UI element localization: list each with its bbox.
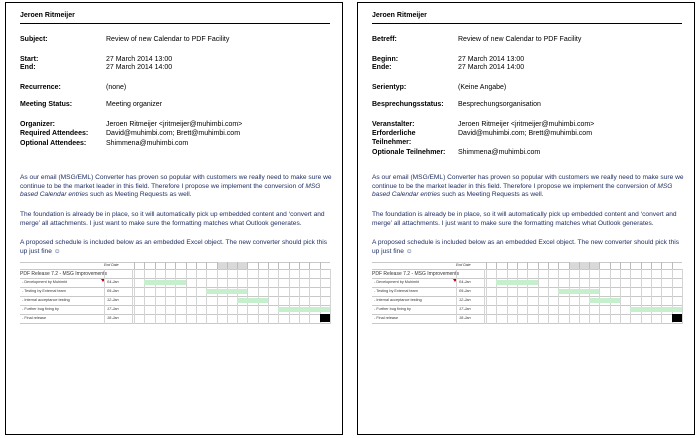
smiley-icon: ☺ (53, 247, 61, 255)
date-column-header (517, 262, 527, 269)
body-paragraph-3 (20, 239, 332, 256)
recurrence-value: (none) (106, 84, 127, 91)
task-name: - Testing by External team (374, 289, 418, 293)
grid-line (661, 269, 662, 324)
date-column-header (278, 262, 288, 269)
task-name: - Development by Muhimbi (374, 280, 420, 284)
grid-line (538, 269, 539, 324)
grid-line (268, 269, 269, 324)
task-duration-bar (589, 298, 620, 303)
subject-value: Review of new Calendar to PDF Facility (458, 36, 582, 43)
date-column-header (486, 262, 496, 269)
start-label: Start: (20, 56, 39, 63)
end-date-header: End Date (456, 263, 471, 267)
date-column-header (258, 262, 268, 269)
page-german (357, 2, 695, 435)
body-p1-text-b: such as Meeting Requests as well. (88, 191, 192, 199)
task-end-date: 18-Jan (107, 316, 119, 320)
date-column-header (496, 262, 506, 269)
date-column-header (610, 262, 620, 269)
grid-line (599, 269, 600, 324)
task-end-date: 18-Jan (459, 316, 471, 320)
end-label: Ende: (372, 64, 392, 71)
body-paragraph-2: The foundation is already be in place, so it will automatically pick up embedded content and ‘convert and merge’ all attachments. I just want to make sure the formatting matches what Outlook generates. (20, 211, 325, 227)
date-column-header (527, 262, 537, 269)
grid-line (651, 269, 652, 324)
smiley-icon: ☺ (405, 247, 413, 255)
task-duration-bar (630, 307, 682, 312)
date-column-header (247, 262, 257, 269)
grid-line (206, 269, 207, 324)
task-duration-bar (496, 280, 537, 285)
meeting-status-value: Besprechungsorganisation (458, 101, 541, 108)
grid-line (579, 269, 580, 324)
date-column-header (155, 262, 165, 269)
grid-line (132, 269, 133, 324)
date-column-header (641, 262, 651, 269)
embedded-excel-schedule[interactable] (20, 262, 330, 324)
date-column-header (206, 262, 216, 269)
date-column-header (196, 262, 206, 269)
body-p3-text: A proposed schedule is included below as an embedded Excel object. The new converter should pick this up just fine (372, 239, 680, 255)
date-column-header (651, 262, 661, 269)
date-column-header (165, 262, 175, 269)
body-p1-text-a: As our email (MSG/EML) Converter has proven so popular with customers we really need to make sure we continue to be the market leader in this field. Therefore I propose we implement the conversion of (20, 174, 332, 190)
body-p3-text: A proposed schedule is included below as an embedded Excel object. The new converter should pick this up just fine (20, 239, 328, 255)
task-name: - Internal acceptance testing (22, 298, 70, 302)
embedded-excel-schedule[interactable] (372, 262, 682, 324)
recurrence-label: Serientyp: (372, 84, 407, 91)
grid-line (641, 269, 642, 324)
grid-line (289, 269, 290, 324)
task-name: - Internal acceptance testing (374, 298, 422, 302)
grid-line (558, 269, 559, 324)
grid-line (548, 269, 549, 324)
date-column-header (134, 262, 144, 269)
start-value: 27 March 2014 13:00 (458, 56, 525, 63)
date-column-header (661, 262, 671, 269)
task-duration-bar (278, 307, 330, 312)
meeting-status-value: Meeting organizer (106, 101, 163, 108)
task-name: - Further bug fixing by (22, 307, 59, 311)
grid-line (610, 269, 611, 324)
end-value: 27 March 2014 14:00 (458, 64, 525, 71)
date-column-header (548, 262, 558, 269)
release-milestone-bar (672, 314, 682, 322)
grid-line (517, 269, 518, 324)
start-value: 27 March 2014 13:00 (106, 56, 173, 63)
required-attendees-label: Required Attendees: (20, 130, 89, 137)
task-duration-bar (237, 298, 268, 303)
task-end-date: 09-Jan (107, 289, 119, 293)
grid-line (569, 269, 570, 324)
required-attendees-value[interactable]: David@muhimbi.com; Brett@muhimbi.com (458, 130, 593, 137)
task-name: - Final release (22, 316, 47, 320)
date-column-header (558, 262, 568, 269)
header-divider (20, 23, 330, 24)
date-column-header (620, 262, 630, 269)
date-column-header (175, 262, 185, 269)
task-end-date: 04-Jan (107, 280, 119, 284)
body-p1-emphasis: MSG based Calendar entries (20, 182, 321, 199)
grid-line (496, 269, 497, 324)
grid-line (186, 269, 187, 324)
grid-line (299, 269, 300, 324)
grid-line (278, 269, 279, 324)
grid-line (330, 269, 331, 324)
task-end-date: 17-Jan (107, 307, 119, 311)
subject-value: Review of new Calendar to PDF Facility (106, 36, 230, 43)
date-column-header (237, 262, 247, 269)
page-english (5, 2, 343, 435)
grid-line (484, 269, 485, 324)
date-column-header (186, 262, 196, 269)
task-name: - Final release (374, 316, 399, 320)
grid-line (144, 269, 145, 324)
body-p1-text-a: As our email (MSG/EML) Converter has proven so popular with customers we really need to make sure we continue to be the market leader in this field. Therefore I propose we implement the conversion of (372, 174, 684, 190)
grid-line (217, 269, 218, 324)
sender-name: Jeroen Ritmeijer (20, 12, 75, 19)
optional-attendees-value[interactable]: Shimmena@muhimbi.com (458, 149, 541, 156)
body-paragraph-1 (20, 174, 332, 200)
grid-line (527, 269, 528, 324)
subject-label: Betreff: (372, 36, 397, 43)
grid-line (247, 269, 248, 324)
body-paragraph-2: The foundation is already be in place, so it will automatically pick up embedded content and ‘convert and merge’ all attachments. I just want to make sure the formatting matches what Outlook generates. (372, 211, 677, 227)
organizer-value[interactable]: Jeroen Ritmeijer <jritmeijer@muhimbi.com> (106, 121, 243, 128)
meeting-status-label: Meeting Status: (20, 101, 73, 108)
header-divider (372, 23, 682, 24)
task-end-date: 09-Jan (459, 289, 471, 293)
date-column-header (309, 262, 319, 269)
date-column-header (217, 262, 227, 269)
recurrence-label: Recurrence: (20, 84, 61, 91)
task-duration-bar (144, 280, 185, 285)
meeting-status-label: Besprechungsstatus: (372, 101, 444, 108)
task-duration-bar (558, 289, 599, 294)
recurrence-value: (Keine Angabe) (458, 84, 507, 91)
body-paragraph-3 (372, 239, 684, 256)
grid-line (309, 269, 310, 324)
grid-line (227, 269, 228, 324)
organizer-label: Veranstalter: (372, 121, 415, 128)
date-column-header (538, 262, 548, 269)
task-name: - Development by Muhimbi (22, 280, 68, 284)
date-column-header (507, 262, 517, 269)
date-column-header (144, 262, 154, 269)
grid-line (507, 269, 508, 324)
grid-line (134, 269, 135, 324)
sender-name: Jeroen Ritmeijer (372, 12, 427, 19)
grid-line (486, 269, 487, 324)
date-column-header (672, 262, 682, 269)
start-label: Beginn: (372, 56, 399, 63)
optional-attendees-label: Optional Attendees: (20, 140, 87, 147)
body-paragraph-1 (372, 174, 684, 200)
task-end-date: 17-Jan (459, 307, 471, 311)
grid-line (165, 269, 166, 324)
organizer-label: Organizer: (20, 121, 56, 128)
grid-line (630, 269, 631, 324)
date-column-header (320, 262, 330, 269)
grid-line (155, 269, 156, 324)
grid-line (196, 269, 197, 324)
organizer-value[interactable]: Jeroen Ritmeijer <jritmeijer@muhimbi.com> (458, 121, 595, 128)
grid-line (104, 269, 105, 324)
grid-line (258, 269, 259, 324)
task-name: - Testing by External team (22, 289, 66, 293)
date-column-header (299, 262, 309, 269)
grid-line (175, 269, 176, 324)
date-column-header (579, 262, 589, 269)
grid-line (589, 269, 590, 324)
body-p1-text-b: such as Meeting Requests as well. (440, 191, 544, 199)
grid-line (682, 269, 683, 324)
release-milestone-bar (320, 314, 330, 322)
task-end-date: 12-Jan (107, 298, 119, 302)
optional-attendees-label: Optionale Teilnehmer: (372, 149, 446, 156)
required-attendees-value[interactable]: David@muhimbi.com; Brett@muhimbi.com (106, 130, 241, 137)
task-name: - Further bug fixing by (374, 307, 411, 311)
optional-attendees-value[interactable]: Shimmena@muhimbi.com (106, 140, 189, 147)
schedule-title: PDF Release 7.2 - MSG Improvements (372, 271, 459, 277)
date-column-header (289, 262, 299, 269)
end-date-header: End Date (104, 263, 119, 267)
end-label: End: (20, 64, 36, 71)
end-value: 27 March 2014 14:00 (106, 64, 173, 71)
grid-line (620, 269, 621, 324)
grid-line (456, 269, 457, 324)
date-column-header (569, 262, 579, 269)
body-p1-emphasis: MSG based Calendar entries (372, 182, 673, 199)
required-attendees-label: Erforderliche Teilnehmer: (372, 130, 416, 146)
task-end-date: 04-Jan (459, 280, 471, 284)
grid-line (237, 269, 238, 324)
task-duration-bar (206, 289, 247, 294)
date-column-header (268, 262, 278, 269)
task-end-date: 12-Jan (459, 298, 471, 302)
date-column-header (599, 262, 609, 269)
date-column-header (589, 262, 599, 269)
schedule-title: PDF Release 7.2 - MSG Improvements (20, 271, 107, 277)
date-column-header (630, 262, 640, 269)
subject-label: Subject: (20, 36, 48, 43)
date-column-header (227, 262, 237, 269)
